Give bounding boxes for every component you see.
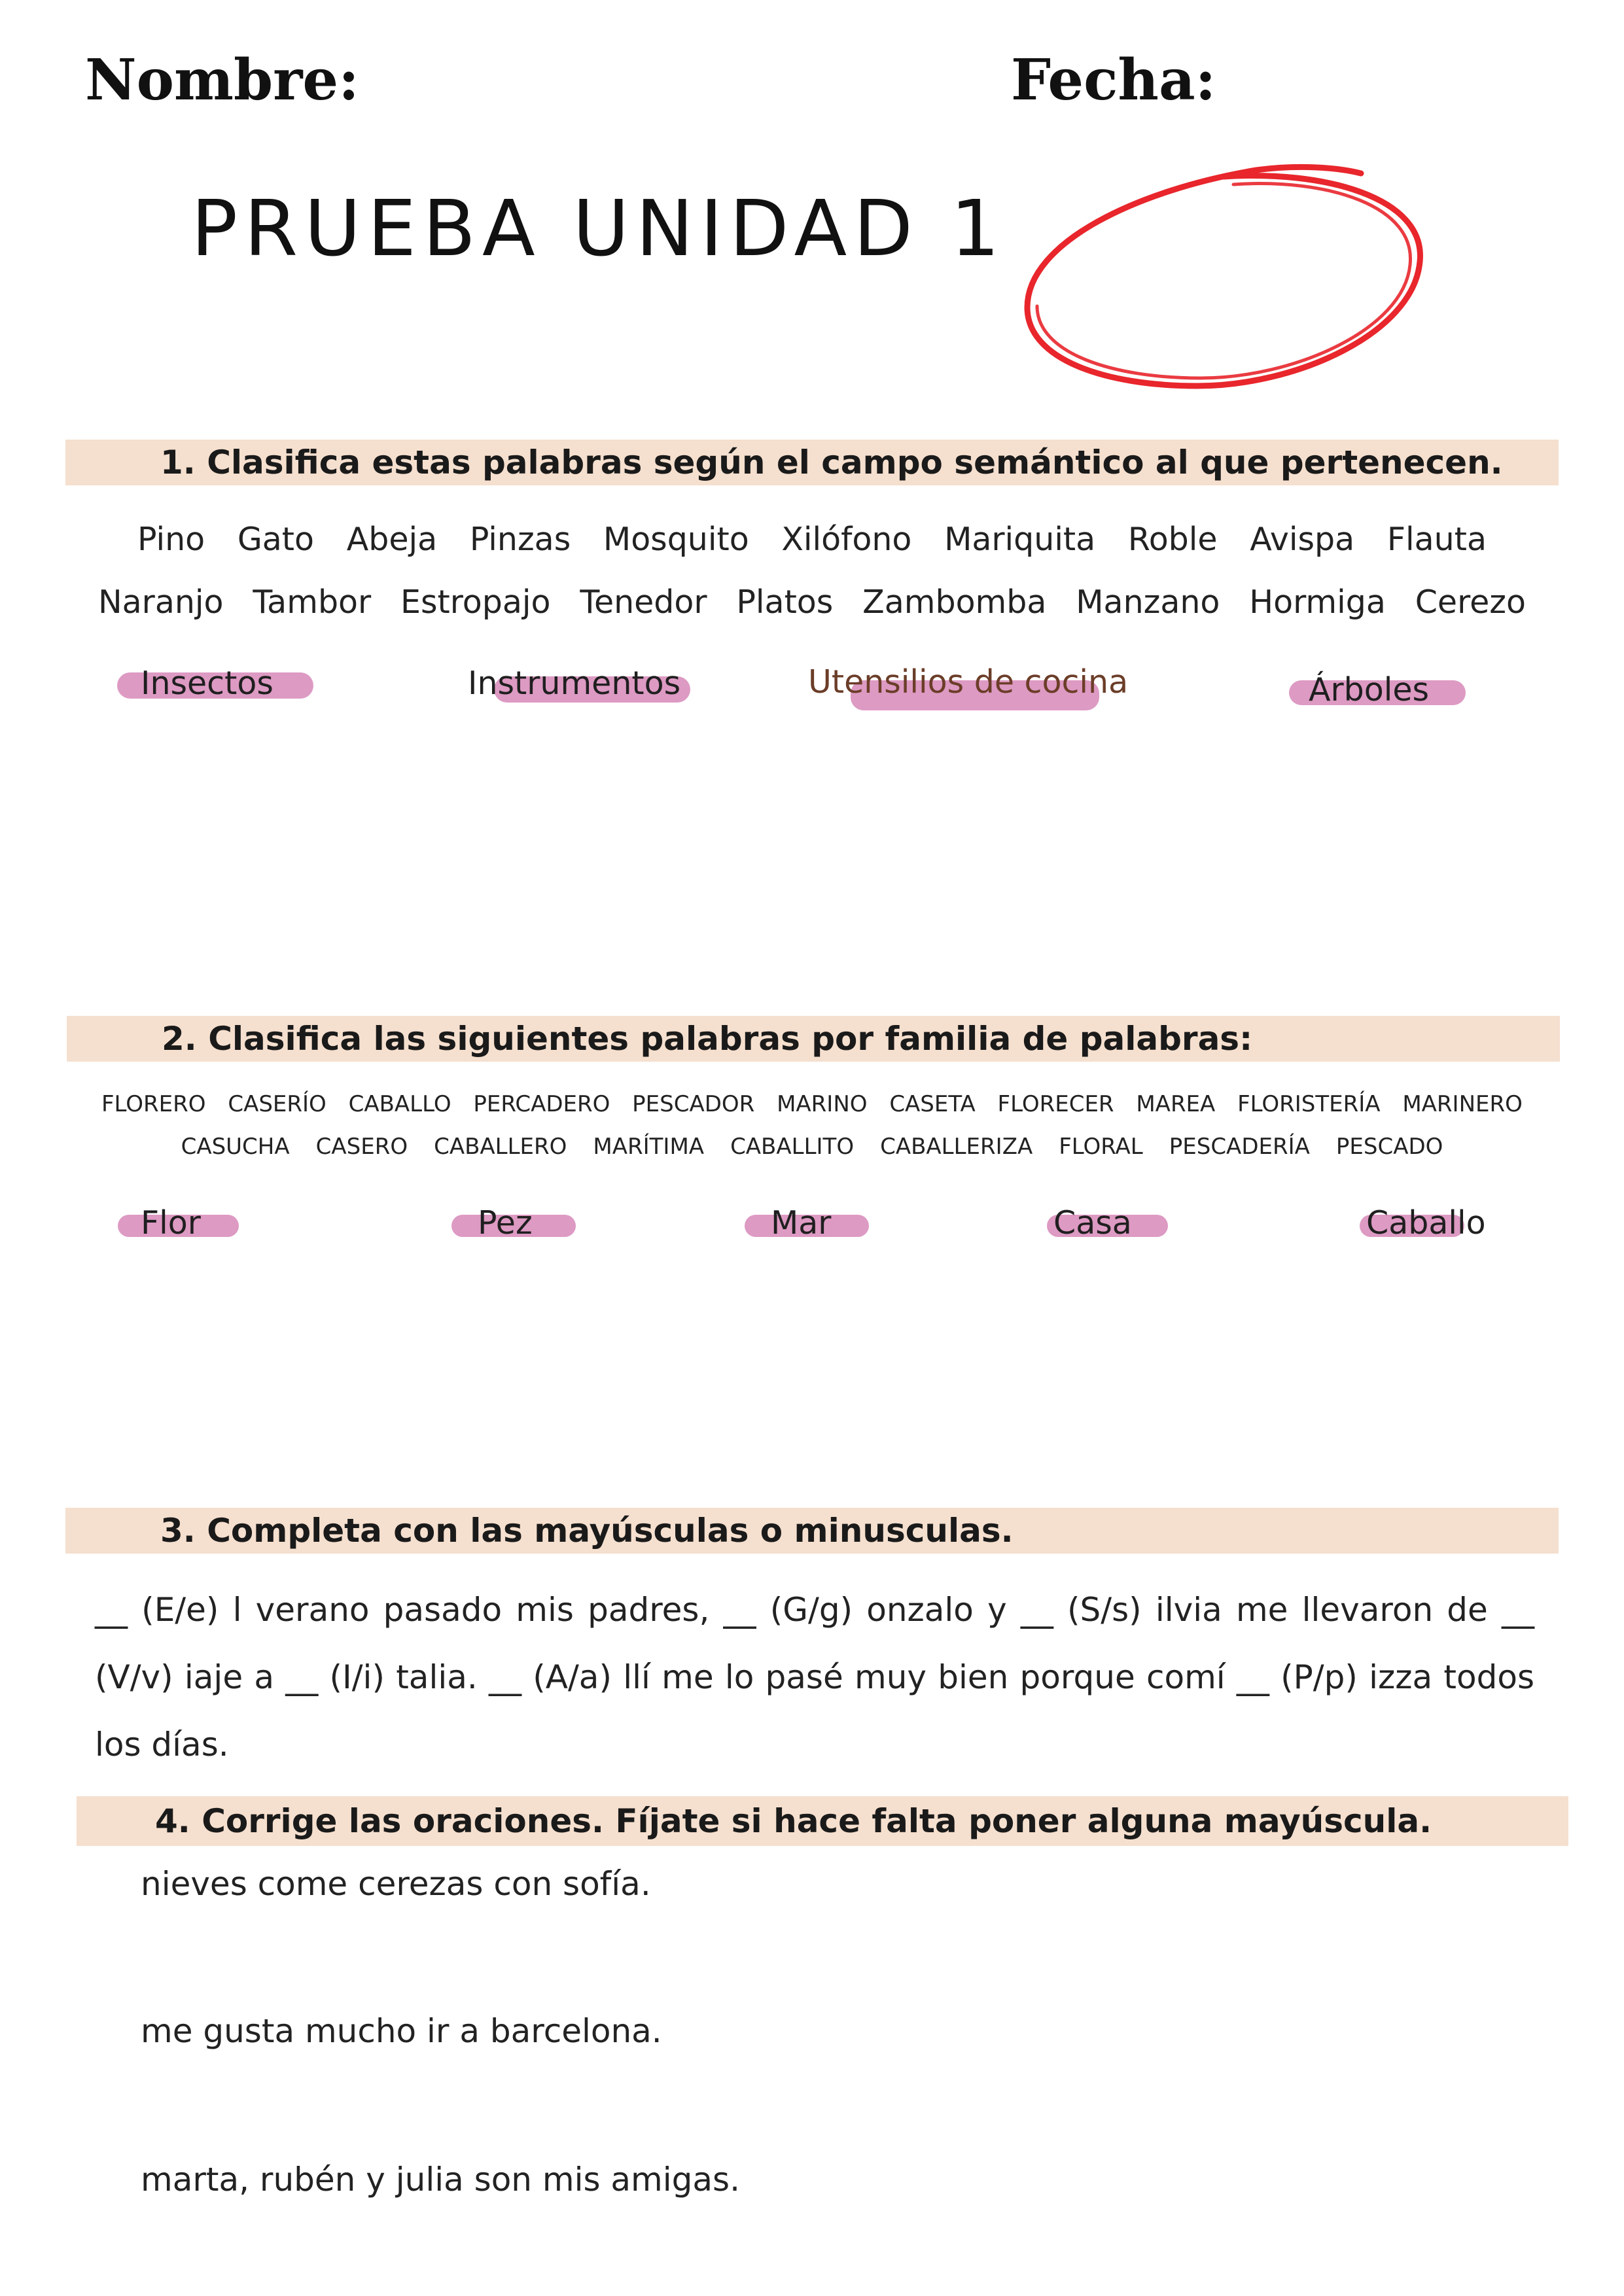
word: CABALLITO: [730, 1134, 855, 1160]
category-caballo: [1366, 1204, 1486, 1242]
word: MARINO: [777, 1091, 868, 1117]
word: MAREA: [1136, 1091, 1216, 1117]
word: Platos: [736, 583, 834, 621]
section1-heading-band: [65, 440, 1559, 485]
category-arboles: [1309, 671, 1430, 708]
category-label: Utensilios de cocina: [808, 663, 1129, 701]
word: FLORECER: [997, 1091, 1114, 1117]
section3-heading-band: [65, 1508, 1559, 1554]
sentence-1: nieves come cerezas con sofía.: [141, 1865, 651, 1903]
category-pez: [478, 1204, 533, 1242]
word: PESCADERÍA: [1169, 1134, 1310, 1160]
section1-words-row1: [65, 521, 1559, 558]
word: Tambor: [253, 583, 372, 621]
section3-heading: 3. Completa con las mayúsculas o minusculas.: [160, 1512, 1014, 1550]
grade-circle-icon: [1008, 157, 1439, 406]
section2-words-row2: [65, 1134, 1559, 1160]
word: CASERO: [315, 1134, 408, 1160]
category-label: Árboles: [1309, 671, 1430, 708]
word: PESCADOR: [632, 1091, 755, 1117]
section4-heading: 4. Corrige las oraciones. Fíjate si hace falta poner alguna mayúscula.: [155, 1802, 1432, 1840]
category-mar: [771, 1204, 832, 1242]
section1-words-row2: [65, 583, 1559, 621]
word: CASETA: [889, 1091, 976, 1117]
name-label: Nombre:: [85, 47, 359, 113]
word: Mosquito: [603, 521, 749, 558]
word: CASERÍO: [228, 1091, 327, 1117]
date-label: Fecha:: [1011, 47, 1216, 113]
word: Flauta: [1386, 521, 1487, 558]
category-utensilios: [808, 663, 1129, 701]
category-label: Mar: [771, 1204, 832, 1242]
category-flor: [141, 1204, 201, 1242]
word: PERCADERO: [473, 1091, 610, 1117]
word: Hormiga: [1249, 583, 1386, 621]
word: Abeja: [346, 521, 438, 558]
category-casa: [1053, 1204, 1132, 1242]
word: Zambomba: [862, 583, 1047, 621]
word: Pino: [137, 521, 205, 558]
category-label: Flor: [141, 1204, 201, 1242]
fill-in-paragraph: __ (E/e) l verano pasado mis padres, __ (G/g) onzalo y __ (S/s) ilvia me llevaron de __ (V/v) iaje a __ (I/i) talia. __ (A/a) llí me lo pasé muy bien porque comí __ (P/p) izza todos los días.: [95, 1591, 1534, 1764]
section2-words-row1: [65, 1091, 1559, 1117]
word: Gato: [237, 521, 315, 558]
category-label: Casa: [1053, 1204, 1132, 1242]
category-instrumentos: [468, 665, 681, 702]
word: FLORERO: [101, 1091, 206, 1117]
word: CABALLO: [348, 1091, 451, 1117]
word: MARÍTIMA: [593, 1134, 705, 1160]
word: Avispa: [1250, 521, 1355, 558]
word: Tenedor: [580, 583, 707, 621]
word: Naranjo: [98, 583, 224, 621]
section2-heading-band: [67, 1016, 1560, 1062]
sentence-2: me gusta mucho ir a barcelona.: [141, 2012, 662, 2050]
category-label: Instrumentos: [468, 665, 681, 702]
word: Cerezo: [1415, 583, 1526, 621]
word: CABALLERIZA: [880, 1134, 1033, 1160]
word: Mariquita: [944, 521, 1096, 558]
word: FLORISTERÍA: [1237, 1091, 1381, 1117]
word: Pinzas: [469, 521, 571, 558]
section2-heading: 2. Clasifica las siguientes palabras por familia de palabras:: [162, 1020, 1253, 1058]
category-label: Insectos: [141, 665, 274, 702]
word: Xilófono: [781, 521, 912, 558]
word: FLORAL: [1059, 1134, 1143, 1160]
section1-heading: 1. Clasifica estas palabras según el campo semántico al que pertenecen.: [160, 444, 1503, 481]
section4-heading-band: [77, 1796, 1568, 1846]
word: CASUCHA: [181, 1134, 290, 1160]
word: Roble: [1127, 521, 1218, 558]
word: Manzano: [1076, 583, 1220, 621]
page-title: PRUEBA UNIDAD 1: [191, 183, 1006, 273]
word: CABALLERO: [434, 1134, 567, 1160]
word: PESCADO: [1335, 1134, 1443, 1160]
sentence-3: marta, rubén y julia son mis amigas.: [141, 2161, 740, 2199]
category-label: Caballo: [1366, 1204, 1486, 1242]
word: Estropajo: [400, 583, 551, 621]
category-label: Pez: [478, 1204, 533, 1242]
category-insectos: [141, 665, 274, 702]
word: MARINERO: [1402, 1091, 1523, 1117]
